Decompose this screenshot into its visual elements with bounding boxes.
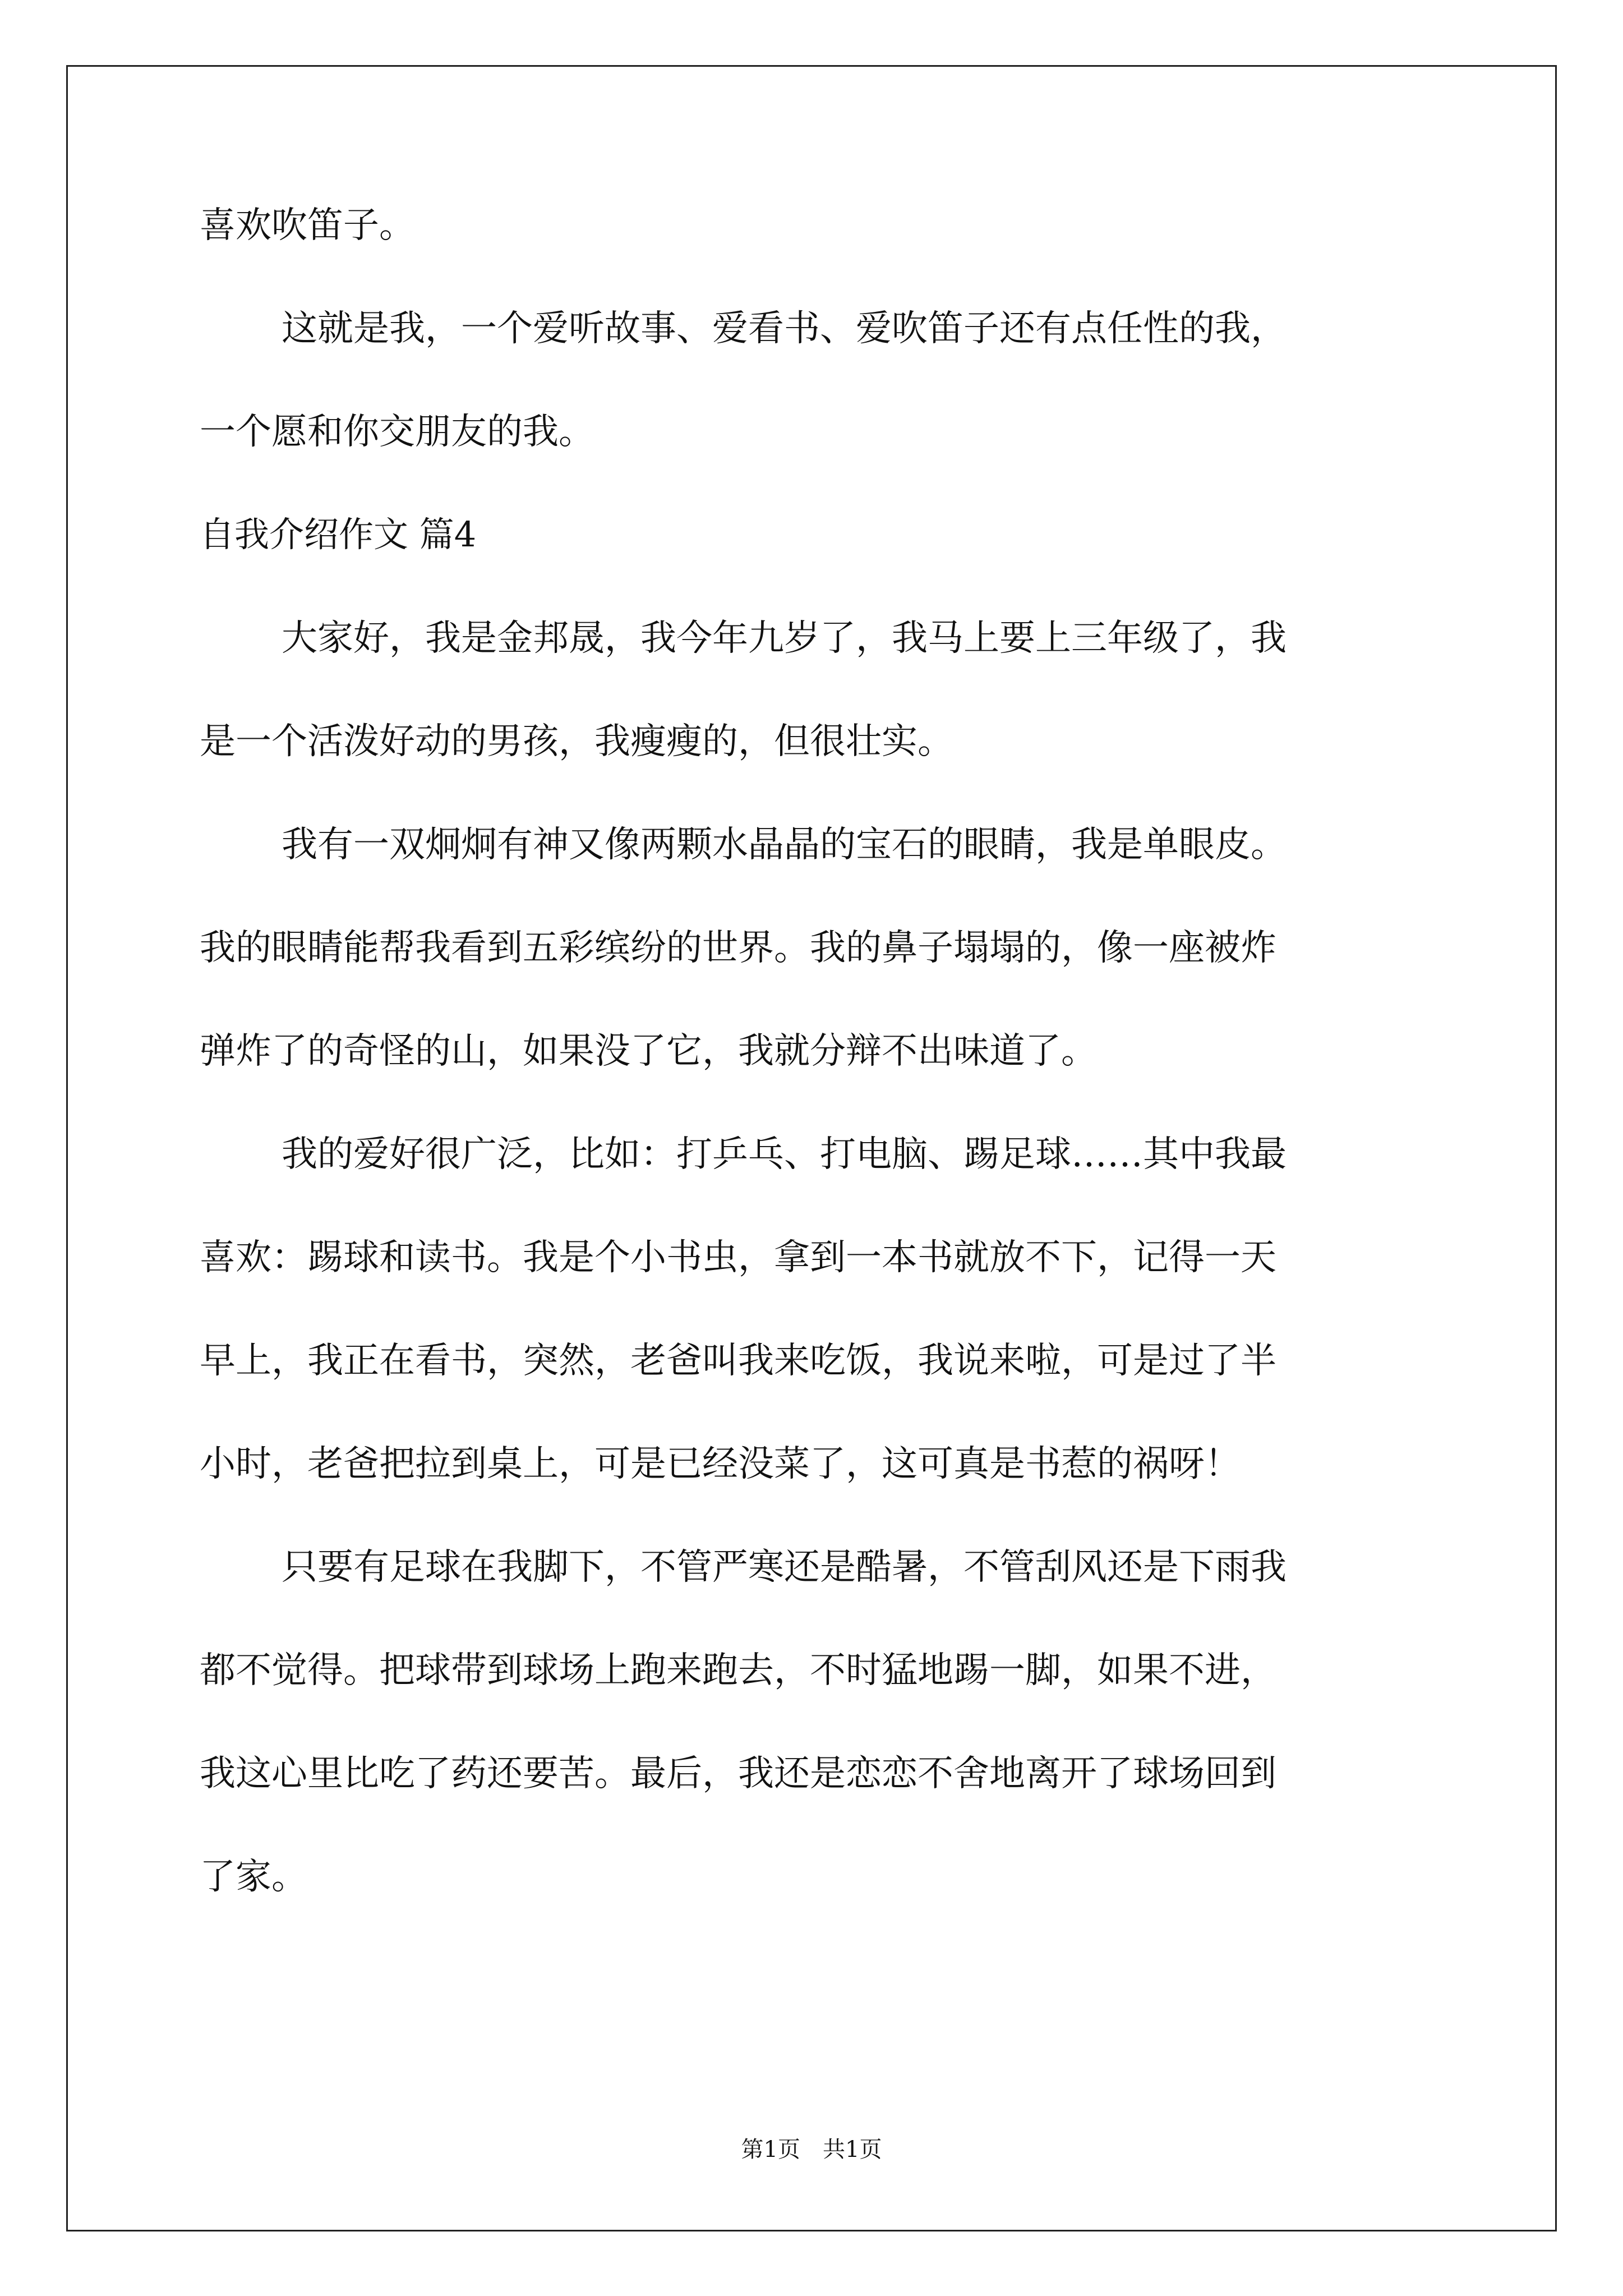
page-number: 第1页 共1页 [741,2137,882,2162]
text-line: 我这心里比吃了药还要苦。最后，我还是恋恋不舍地离开了球场回到 [200,1753,1276,1795]
text-line: 是一个活泼好动的男孩，我瘦瘦的，但很壮实。 [200,721,953,762]
text-line: 小时，老爸把拉到桌上，可是已经没菜了，这可真是书惹的祸呀！ [200,1443,1241,1485]
text-line: 弹炸了的奇怪的山，如果没了它，我就分辩不出味道了。 [200,1030,1097,1072]
paragraph-first-line: 只要有足球在我脚下，不管严寒还是酷暑，不管刮风还是下雨我 [282,1547,1287,1588]
text-line: 喜欢：踢球和读书。我是个小书虫，拿到一本书就放不下，记得一天 [200,1237,1276,1278]
paragraph-first-line: 我有一双炯炯有神又像两颗水晶晶的宝石的眼睛，我是单眼皮。 [282,824,1287,866]
text-line: 我的眼睛能帮我看到五彩缤纷的世界。我的鼻子塌塌的，像一座被炸 [200,927,1276,969]
text-line: 喜欢吹笛子。 [200,205,415,246]
text-line: 都不觉得。把球带到球场上跑来跑去，不时猛地踢一脚，如果不进， [200,1650,1276,1691]
text-line: 早上，我正在看书，突然，老爸叫我来吃饭，我说来啦，可是过了半 [200,1340,1276,1382]
paragraph-first-line: 我的爱好很广泛，比如：打乒乓、打电脑、踢足球……其中我最 [282,1134,1287,1175]
text-line: 一个愿和你交朋友的我。 [200,411,594,453]
text-line: 了家。 [200,1856,307,1898]
section-heading: 自我介绍作文 篇4 [200,514,477,555]
paragraph-first-line: 这就是我，一个爱听故事、爱看书、爱吹笛子还有点任性的我， [282,308,1287,349]
paragraph-first-line: 大家好，我是金邦晟，我今年九岁了，我马上要上三年级了，我 [282,618,1287,659]
